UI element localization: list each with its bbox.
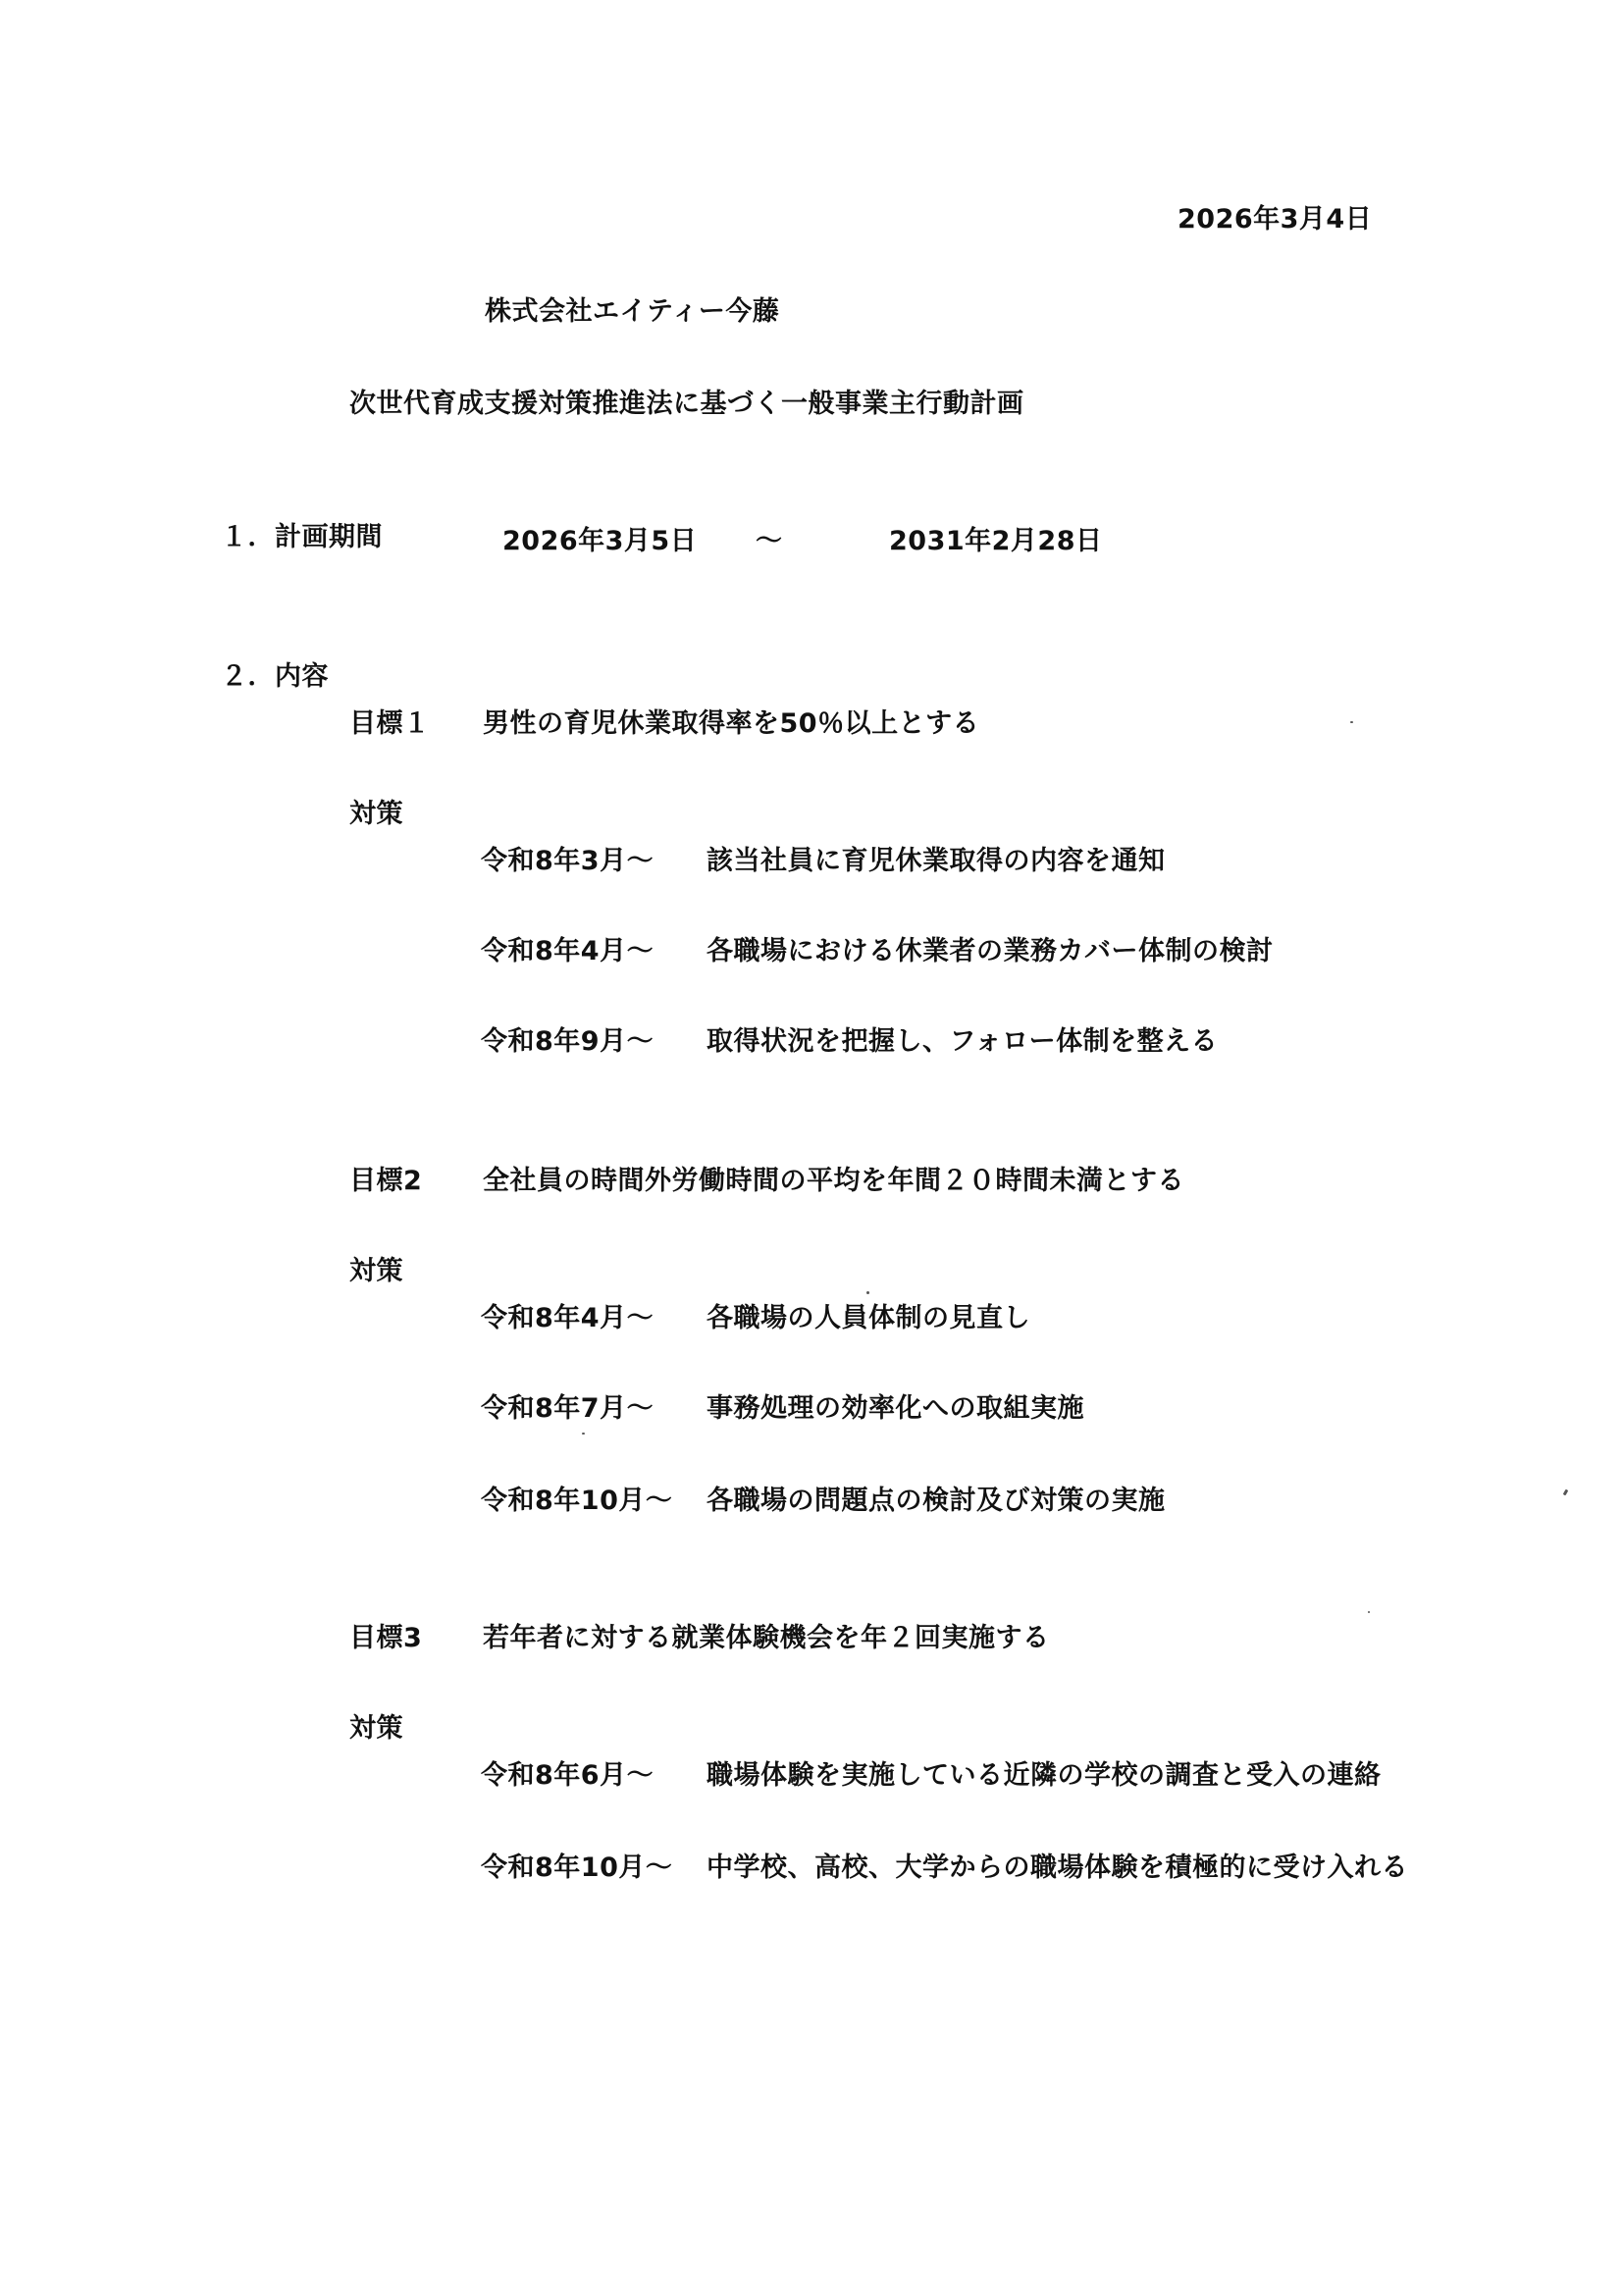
goal1-measure2-what: 各職場における休業者の業務カバー体制の検討	[707, 936, 1274, 966]
plan-start-date: 2026年3月5日	[502, 526, 698, 556]
goal1-measure2-when: 令和8年4月～	[481, 936, 654, 966]
goal2-measure1-what: 各職場の人員体制の見直し	[707, 1303, 1030, 1333]
goal2-measure3-when: 令和8年10月～	[481, 1486, 673, 1516]
plan-period-tilde: ～	[756, 526, 783, 556]
scan-speck	[1563, 1489, 1569, 1496]
goal3-measure2-what: 中学校、高校、大学からの職場体験を積極的に受け入れる	[707, 1852, 1408, 1883]
goal1-measure1-when: 令和8年3月～	[481, 846, 654, 876]
goal1-label: 目標１	[349, 708, 431, 739]
goal2-label: 目標2	[349, 1166, 423, 1196]
goal3-measures-label: 対策	[349, 1713, 403, 1744]
document-title: 次世代育成支援対策推進法に基づく一般事業主行動計画	[349, 389, 1024, 419]
goal3-label: 目標3	[349, 1623, 423, 1653]
goal1-measure1-what: 該当社員に育児休業取得の内容を通知	[707, 846, 1166, 876]
scan-speck	[866, 1291, 869, 1294]
scan-speck	[1350, 721, 1353, 723]
goal3-measure1-what: 職場体験を実施している近隣の学校の調査と受入の連絡	[707, 1760, 1382, 1791]
goal3-text: 若年者に対する就業体験機会を年２回実施する	[483, 1623, 1050, 1653]
company-name: 株式会社エイティー今藤	[485, 296, 780, 327]
section1-label: １．計画期間	[221, 522, 383, 552]
scan-speck	[1368, 1611, 1370, 1613]
goal3-measure2-when: 令和8年10月～	[481, 1852, 673, 1883]
goal2-text: 全社員の時間外労働時間の平均を年間２０時間未満とする	[483, 1166, 1184, 1196]
plan-end-date: 2031年2月28日	[889, 526, 1103, 556]
goal2-measure1-when: 令和8年4月～	[481, 1303, 654, 1333]
goal1-text: 男性の育児休業取得率を50％以上とする	[483, 708, 980, 739]
document-date: 2026年3月4日	[1178, 204, 1373, 235]
section2-label: ２．内容	[221, 661, 329, 692]
goal2-measure2-when: 令和8年7月～	[481, 1393, 654, 1424]
goal2-measure2-what: 事務処理の効率化への取組実施	[707, 1393, 1084, 1424]
goal2-measures-label: 対策	[349, 1256, 403, 1286]
goal1-measures-label: 対策	[349, 799, 403, 829]
goal3-measure1-when: 令和8年6月～	[481, 1760, 654, 1791]
scan-speck	[582, 1433, 585, 1435]
goal1-measure3-when: 令和8年9月～	[481, 1026, 654, 1057]
goal1-measure3-what: 取得状況を把握し、フォロー体制を整える	[707, 1026, 1219, 1057]
goal2-measure3-what: 各職場の問題点の検討及び対策の実施	[707, 1486, 1166, 1516]
